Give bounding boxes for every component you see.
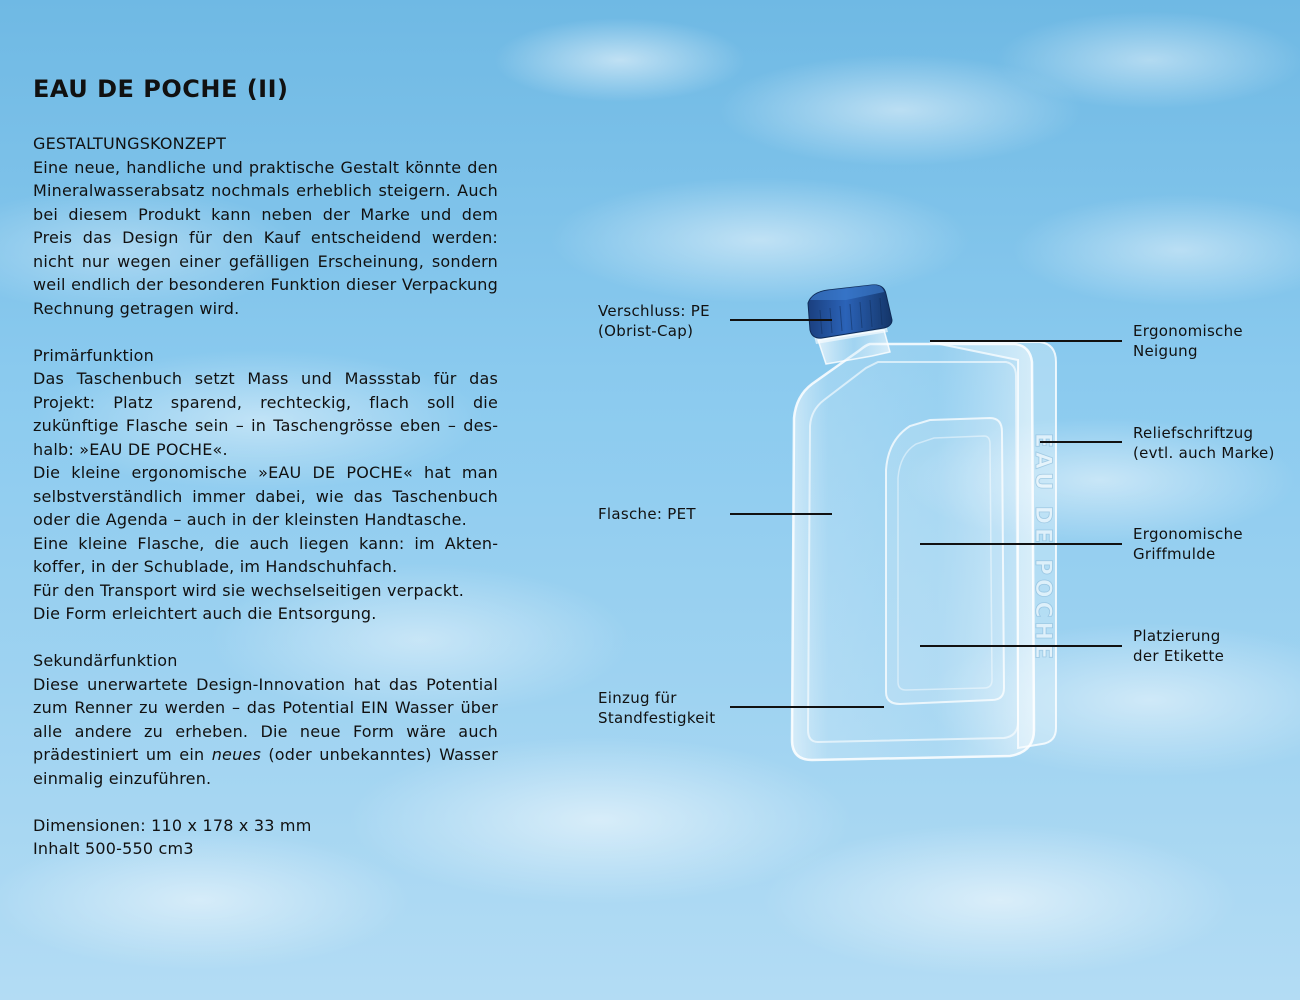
callout-base-line1: Einzug für [598, 689, 677, 707]
callout-bottle-material-line1: Flasche: PET [598, 505, 696, 523]
secondary-text-emphasis: neues [211, 745, 261, 764]
relief-lettering: EAU DE POCHE [1030, 432, 1055, 664]
callout-closure-line1: Verschluss: PE [598, 302, 710, 320]
callout-tilt [1133, 321, 1243, 361]
callout-label-placement [1133, 626, 1224, 666]
primary-heading: Primärfunktion [33, 345, 154, 365]
dimensions-text: Dimensionen: 110 x 178 x 33 mm [33, 815, 312, 835]
callout-bottle-material [598, 504, 696, 524]
secondary-text-part: (oder unbekanntes) Wasser einmalig einzuführen. [33, 745, 498, 788]
callout-base-line2: Standfestigkeit [598, 709, 716, 727]
primary-paragraph: Die Form erleichtert auch die Entsorgung. [33, 604, 377, 623]
callout-grip-line2: Griffmulde [1133, 545, 1216, 563]
callout-relief-line1: Reliefschriftzug [1133, 424, 1254, 442]
concept-text: Eine neue, handliche und praktische Gestalt könnte den Mineralwasserabsatz nochmals erheblich steigern. Auch bei diesem Produkt kann neben der Marke und dem Preis das Design für den Kauf entscheidend werden: nicht nur wegen einer gefälligen Erscheinung, sondern weil endlich der besonderen Funktion dieser Verpackung Rechnung getragen wird. [33, 157, 498, 318]
concept-heading: GESTALTUNGSKONZEPT [33, 134, 227, 153]
callout-label-placement-line2: der Etikette [1133, 647, 1225, 665]
callout-grip [1133, 524, 1243, 564]
callout-tilt-line2: Neigung [1133, 342, 1198, 360]
primary-paragraph: Die kleine ergonomische »EAU DE POCHE« hat man selbstverständlich immer dabei, wie das Taschenbuch oder die Agenda – auch in der kleinsten Handtasche. [33, 463, 498, 529]
callout-closure-line2: (Obrist-Cap) [598, 322, 694, 340]
callout-base [598, 688, 715, 728]
callout-relief [1133, 423, 1275, 463]
primary-paragraph: Für den Transport wird sie wechselseitigen verpackt. [33, 580, 465, 600]
callout-closure [598, 301, 710, 341]
page-title: EAU DE POCHE (II) [33, 75, 289, 103]
callout-relief-line2: (evtl. auch Marke) [1133, 444, 1275, 462]
primary-paragraph: Eine kleine Flasche, die auch liegen kann: im Aktenkoffer, in der Schublade, im Handschuhfach. [33, 533, 498, 576]
secondary-text-part: Diese unerwartete Design-Innovation hat das Potential zum Renner zu werden – das Potential EIN Wasser über alle andere zu erheben. Die neue Form wäre auch prädestiniert um ein [33, 674, 498, 764]
callout-grip-line1: Ergonomische [1133, 525, 1243, 543]
content-text: Inhalt 500-550 cm3 [33, 839, 194, 858]
callout-label-placement-line1: Platzierung [1133, 627, 1221, 645]
primary-paragraph: Das Taschenbuch setzt Mass und Massstab für das Projekt: Platz sparend, rechteckig, flach soll die zukünftige Flasche sein – in Taschengrösse eben – deshalb: »EAU DE POCHE«. [33, 369, 498, 459]
callout-tilt-line1: Ergonomische [1133, 322, 1243, 340]
secondary-heading: Sekundärfunktion [33, 651, 178, 670]
grip-recess [886, 418, 1004, 704]
